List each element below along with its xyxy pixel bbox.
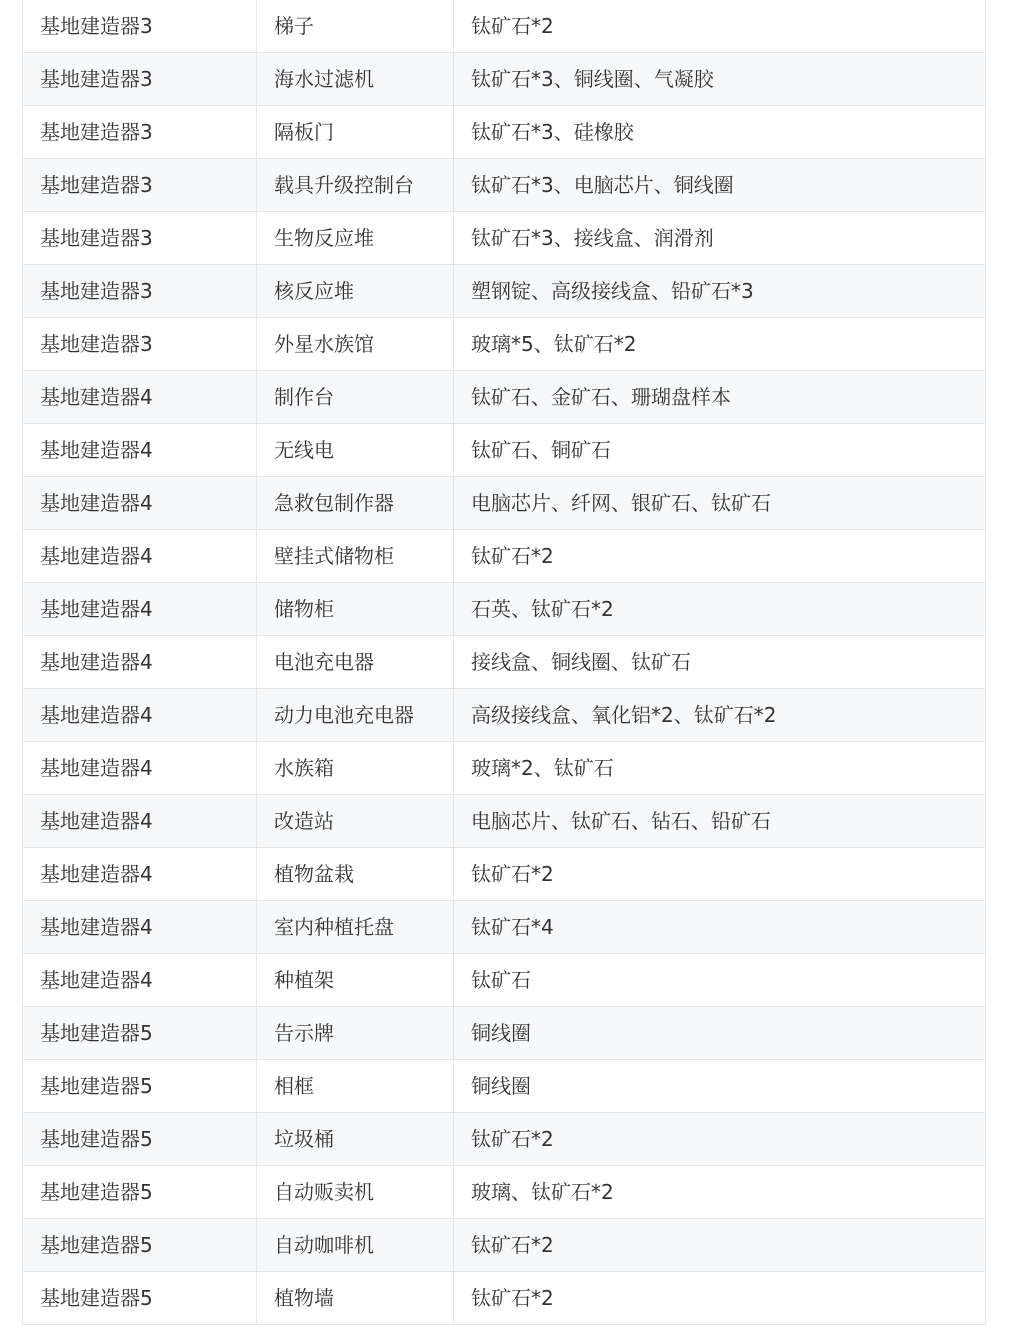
item-name-cell: 室内种植托盘 — [257, 901, 454, 954]
table-row — [23, 742, 986, 795]
builder-cell: 基地建造器5 — [23, 1166, 257, 1219]
builder-cell: 基地建造器4 — [23, 689, 257, 742]
materials-cell: 钛矿石*3、电脑芯片、铜线圈 — [454, 159, 986, 212]
recipe-table-container — [22, 0, 985, 1325]
builder-cell: 基地建造器3 — [23, 265, 257, 318]
item-name-cell: 隔板门 — [257, 106, 454, 159]
materials-cell: 电脑芯片、钛矿石、钻石、铅矿石 — [454, 795, 986, 848]
materials-cell: 钛矿石*3、接线盒、润滑剂 — [454, 212, 986, 265]
materials-cell: 铜线圈 — [454, 1060, 986, 1113]
table-row — [23, 159, 986, 212]
item-name-cell: 制作台 — [257, 371, 454, 424]
item-name-cell: 载具升级控制台 — [257, 159, 454, 212]
builder-cell: 基地建造器4 — [23, 477, 257, 530]
table-row — [23, 0, 986, 53]
table-row — [23, 901, 986, 954]
builder-cell: 基地建造器5 — [23, 1219, 257, 1272]
table-row — [23, 1166, 986, 1219]
item-name-cell: 改造站 — [257, 795, 454, 848]
materials-cell: 钛矿石*3、铜线圈、气凝胶 — [454, 53, 986, 106]
item-name-cell: 壁挂式储物柜 — [257, 530, 454, 583]
materials-cell: 塑钢锭、高级接线盒、铅矿石*3 — [454, 265, 986, 318]
item-name-cell: 核反应堆 — [257, 265, 454, 318]
item-name-cell: 自动咖啡机 — [257, 1219, 454, 1272]
materials-cell: 石英、钛矿石*2 — [454, 583, 986, 636]
item-name-cell: 动力电池充电器 — [257, 689, 454, 742]
recipe-table — [22, 0, 986, 1325]
table-row — [23, 954, 986, 1007]
materials-cell: 铜线圈 — [454, 1007, 986, 1060]
builder-cell: 基地建造器5 — [23, 1060, 257, 1113]
builder-cell: 基地建造器4 — [23, 848, 257, 901]
materials-cell: 钛矿石*2 — [454, 0, 986, 53]
materials-cell: 玻璃*2、钛矿石 — [454, 742, 986, 795]
item-name-cell: 外星水族馆 — [257, 318, 454, 371]
table-row — [23, 265, 986, 318]
item-name-cell: 急救包制作器 — [257, 477, 454, 530]
materials-cell: 高级接线盒、氧化铝*2、钛矿石*2 — [454, 689, 986, 742]
item-name-cell: 电池充电器 — [257, 636, 454, 689]
item-name-cell: 种植架 — [257, 954, 454, 1007]
table-row — [23, 1219, 986, 1272]
builder-cell: 基地建造器4 — [23, 954, 257, 1007]
table-row — [23, 106, 986, 159]
table-row — [23, 689, 986, 742]
materials-cell: 钛矿石、金矿石、珊瑚盘样本 — [454, 371, 986, 424]
item-name-cell: 植物盆栽 — [257, 848, 454, 901]
table-row — [23, 1113, 986, 1166]
table-row — [23, 318, 986, 371]
table-row — [23, 1007, 986, 1060]
item-name-cell: 储物柜 — [257, 583, 454, 636]
table-row — [23, 371, 986, 424]
builder-cell: 基地建造器5 — [23, 1113, 257, 1166]
table-row — [23, 636, 986, 689]
table-row — [23, 795, 986, 848]
builder-cell: 基地建造器5 — [23, 1007, 257, 1060]
builder-cell: 基地建造器3 — [23, 159, 257, 212]
builder-cell: 基地建造器4 — [23, 424, 257, 477]
builder-cell: 基地建造器4 — [23, 371, 257, 424]
item-name-cell: 梯子 — [257, 0, 454, 53]
materials-cell: 电脑芯片、纤网、银矿石、钛矿石 — [454, 477, 986, 530]
table-row — [23, 212, 986, 265]
builder-cell: 基地建造器3 — [23, 53, 257, 106]
recipe-table-body — [23, 0, 986, 1325]
materials-cell: 玻璃、钛矿石*2 — [454, 1166, 986, 1219]
builder-cell: 基地建造器4 — [23, 583, 257, 636]
builder-cell: 基地建造器4 — [23, 901, 257, 954]
builder-cell: 基地建造器3 — [23, 106, 257, 159]
builder-cell: 基地建造器3 — [23, 212, 257, 265]
builder-cell: 基地建造器4 — [23, 742, 257, 795]
table-row — [23, 424, 986, 477]
materials-cell: 钛矿石*2 — [454, 1272, 986, 1325]
item-name-cell: 告示牌 — [257, 1007, 454, 1060]
builder-cell: 基地建造器4 — [23, 636, 257, 689]
materials-cell: 钛矿石*2 — [454, 530, 986, 583]
materials-cell: 钛矿石、铜矿石 — [454, 424, 986, 477]
item-name-cell: 垃圾桶 — [257, 1113, 454, 1166]
materials-cell: 钛矿石*4 — [454, 901, 986, 954]
item-name-cell: 水族箱 — [257, 742, 454, 795]
table-row — [23, 848, 986, 901]
builder-cell: 基地建造器5 — [23, 1272, 257, 1325]
materials-cell: 钛矿石 — [454, 954, 986, 1007]
item-name-cell: 生物反应堆 — [257, 212, 454, 265]
item-name-cell: 相框 — [257, 1060, 454, 1113]
materials-cell: 钛矿石*2 — [454, 1219, 986, 1272]
item-name-cell: 无线电 — [257, 424, 454, 477]
builder-cell: 基地建造器4 — [23, 795, 257, 848]
item-name-cell: 自动贩卖机 — [257, 1166, 454, 1219]
builder-cell: 基地建造器3 — [23, 0, 257, 53]
table-row — [23, 477, 986, 530]
table-row — [23, 583, 986, 636]
materials-cell: 钛矿石*2 — [454, 848, 986, 901]
builder-cell: 基地建造器4 — [23, 530, 257, 583]
builder-cell: 基地建造器3 — [23, 318, 257, 371]
table-row — [23, 530, 986, 583]
item-name-cell: 植物墙 — [257, 1272, 454, 1325]
table-row — [23, 1060, 986, 1113]
materials-cell: 钛矿石*3、硅橡胶 — [454, 106, 986, 159]
item-name-cell: 海水过滤机 — [257, 53, 454, 106]
table-row — [23, 53, 986, 106]
materials-cell: 玻璃*5、钛矿石*2 — [454, 318, 986, 371]
materials-cell: 钛矿石*2 — [454, 1113, 986, 1166]
materials-cell: 接线盒、铜线圈、钛矿石 — [454, 636, 986, 689]
table-row — [23, 1272, 986, 1325]
